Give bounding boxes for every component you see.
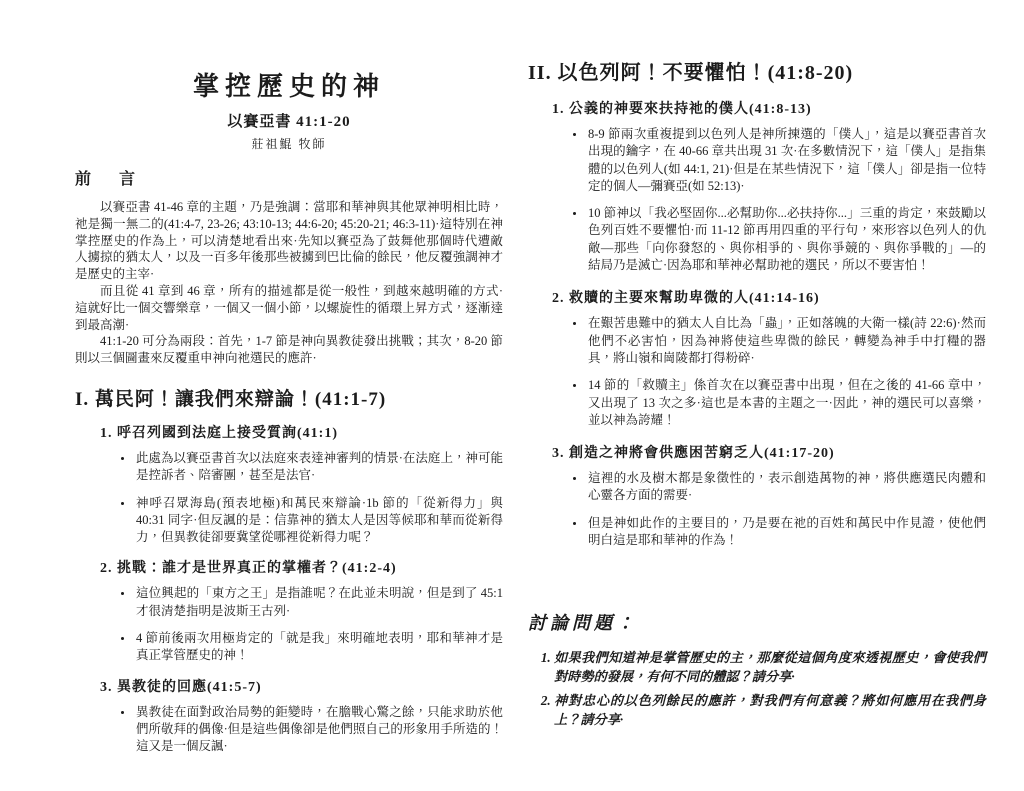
preface-heading: 前 言 — [75, 171, 148, 188]
discussion-questions-heading: 討論問題： — [528, 613, 638, 634]
bullet-point: • 此處為以賽亞書首次以法庭來表達神審判的情景·在法庭上，神可能是控訴者、陪審團，甚至是法官· — [134, 450, 503, 485]
bullet-point: • 神呼召眾海島(預表地極)和萬民來辯論·1b 節的「從新得力」與 40:31 同字·但反諷的是：信靠神的猶太人是因等候耶和華而從新得力，但異教徒卻要冀望從哪裡從新得力呢？ — [134, 495, 503, 547]
bullet-point: • 14 節的「救贖主」係首次在以賽亞書中出現，但在之後的 41-66 章中，又出現了 13 次之多·這也是本書的主題之一·因此，神的選民可以喜樂，並以神為誇耀！ — [586, 377, 986, 429]
section-2-item-1 — [552, 98, 986, 274]
section-2-item-2-heading: 2. 救贖的主要來幫助卑微的人(41:14-16) — [552, 291, 820, 307]
section-2-item-1-heading: 1. 公義的神要來扶持祂的僕人(41:8-13) — [552, 102, 812, 117]
document-title: 掌控歷史的神 — [192, 72, 385, 101]
section-1-item-1 — [100, 422, 503, 546]
bullet-point: • 在艱苦患難中的猶太人自比為「蟲」，正如落魄的大衛一樣(詩 22:6)·然而他們不必害怕，因為神將使這些卑微的餘民，轉變為神手中打糧的器具，將山嶺和崗陵都打得粉碎· — [586, 315, 986, 367]
section-2-item-3 — [552, 442, 986, 549]
bullet-list — [552, 126, 986, 274]
bullet-point: • 這位興起的「東方之王」是指誰呢？在此並未明說，但是到了 45:1 才很清楚指明是波斯王古列· — [134, 585, 503, 620]
section-1-item-2 — [100, 557, 503, 664]
bullet-point: • 這裡的水及樹木都是象徵性的，表示創造萬物的神，將供應選民肉體和心靈各方面的需要· — [586, 470, 986, 505]
discussion-question: 1. 如果我們知道神是掌管歷史的主，那麼從這個角度來透視歷史，會使我們對時勢的發展，有何不同的體認？請分享· — [554, 648, 986, 686]
preface-body — [75, 199, 503, 367]
bullet-list — [552, 470, 986, 549]
section-1-item-2-heading: 2. 挑戰：誰才是世界真正的掌權者？(41:2-4) — [100, 561, 397, 577]
preface-paragraph-2: 而且從 41 章到 46 章，所有的描述都是從一般性，到越來越明確的方式·這就好比一個交響樂章，一個又一個小節，以螺旋性的循環上昇方式，逐漸達到最高潮· — [75, 283, 503, 332]
scripture-reference: 以賽亞書 41:1-20 — [227, 114, 351, 130]
bullet-list — [552, 315, 986, 429]
bullet-point: • 8-9 節兩次重複提到以色列人是神所揀選的「僕人」，這是以賽亞書首次出現的鑰字，在 40-66 章共出現 31 次·在多數情況下，這「僕人」是指集體的以色列人(如 44:1, 21)·但是在某些情況下，這「僕人」卻是指一位特定的個人—彌賽亞(如 52:13)· — [586, 126, 986, 195]
preface-paragraph-1: 以賽亞書 41-46 章的主題，乃是強調：當耶和華神與其他眾神明相比時，祂是獨一無二的(41:4-7, 23-26; 43:10-13; 44:6-20; 45:20-21; 46:3-11)·這特別在神掌控歷史的作為上，可以清楚地看出來·先知以賽亞為了鼓舞他那個時代遭敵人擄掠的猶太人，以及一百多年後那些被擄到巴比倫的餘民，他反覆強調神才是歷史的主宰· — [75, 200, 503, 282]
right-column — [528, 56, 986, 734]
section-1-item-3-heading: 3. 異教徒的回應(41:5-7) — [100, 679, 262, 695]
bullet-list — [100, 450, 503, 546]
section-2-item-2 — [552, 287, 986, 429]
bullet-point: • 4 節前後兩次用極肯定的「就是我」來明確地表明，耶和華神才是真正掌管歷史的神！ — [134, 630, 503, 665]
discussion-question-list — [528, 648, 986, 729]
left-column — [75, 66, 503, 766]
discussion-questions — [528, 609, 986, 729]
bullet-list — [100, 704, 503, 756]
discussion-question: 2. 神對忠心的以色列餘民的應許，對我們有何意義？將如何應用在我們身上？請分享· — [554, 691, 986, 729]
bullet-point: • 但是神如此作的主要目的，乃是要在祂的百姓和萬民中作見證，使他們明白這是耶和華神的作為！ — [586, 515, 986, 550]
preface-paragraph-3: 41:1-20 可分為兩段：首先，1-7 節是神向異教徒發出挑戰；其次，8-20 節則以三個圖畫來反覆重申神向祂選民的應許· — [75, 334, 503, 366]
bullet-point: • 異教徒在面對政治局勢的鉅變時，在膽戰心驚之餘，只能求助於他們所敬拜的偶像·但是這些偶像卻是他們照自己的形象用手所造的！這又是一個反諷· — [134, 704, 503, 756]
author-name: 莊祖鯤 牧師 — [251, 137, 327, 151]
section-2-item-3-heading: 3. 創造之神將會供應困苦窮乏人(41:17-20) — [552, 446, 835, 462]
section-1-heading: I. 萬民阿！讓我們來辯論！(41:1-7) — [75, 388, 387, 410]
bullet-point: • 10 節神以「我必堅固你...必幫助你...必扶持你...」三重的肯定，來鼓勵以色列百姓不要懼怕·而 11-12 節再用四重的平行句，來形容以色列人的仇敵—那些「向你發怒的、與你相爭的、與你爭競的、與你爭戰的」—的結局乃是滅亡·因為耶和華神必幫助祂的選民，所以不要害怕！ — [586, 205, 986, 274]
section-2-heading: II. 以色列阿！不要懼怕！(41:8-20) — [528, 62, 854, 84]
section-1-item-3 — [100, 676, 503, 756]
section-1-item-1-heading: 1. 呼召列國到法庭上接受質詢(41:1) — [100, 425, 338, 441]
bullet-list — [100, 585, 503, 664]
